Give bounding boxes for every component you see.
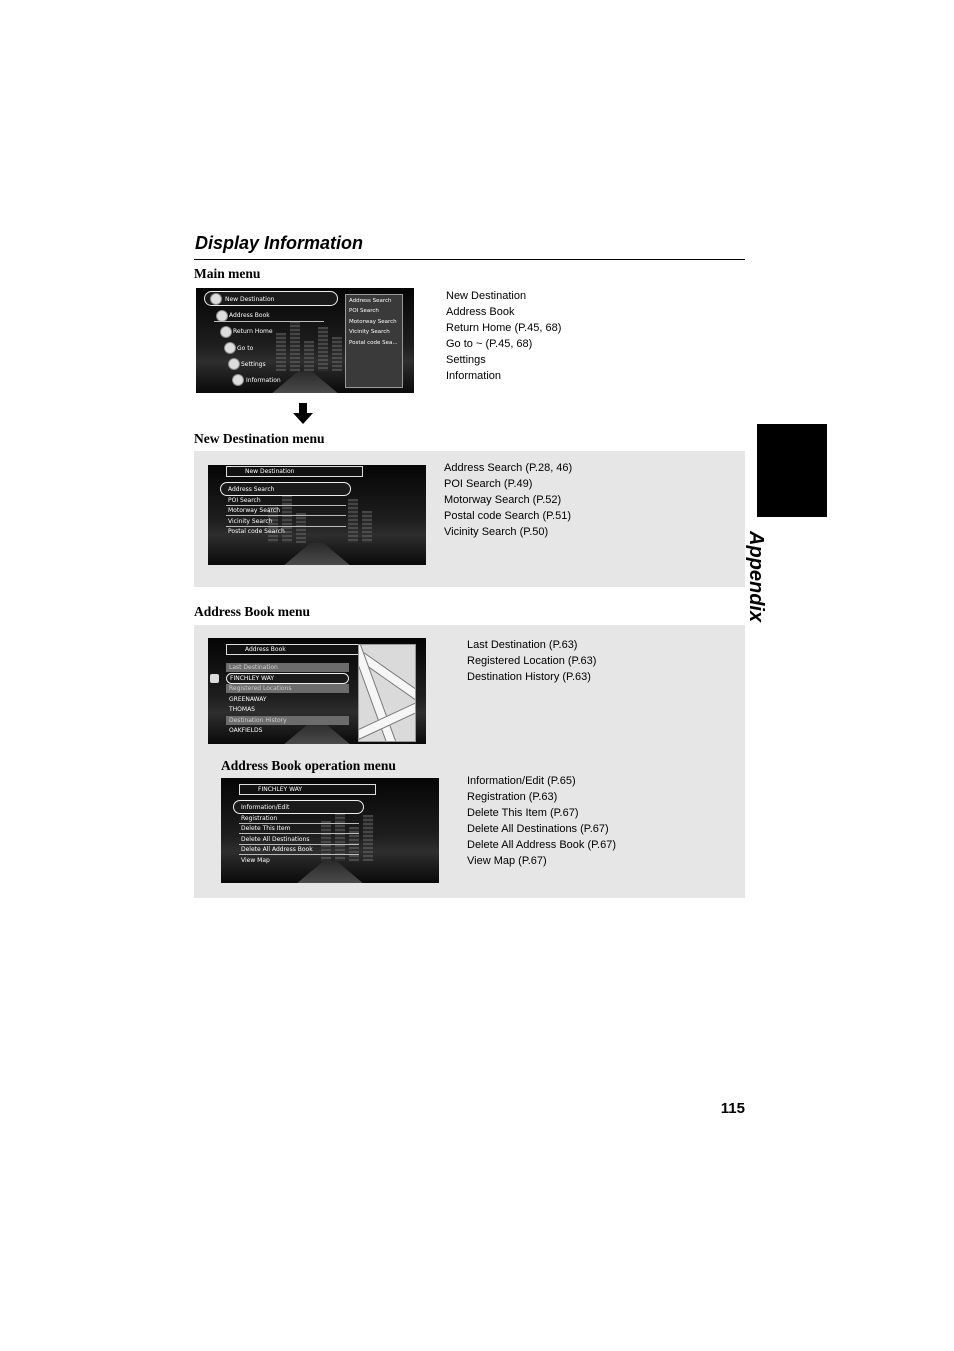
main-item-address-book: Address Book	[229, 312, 270, 319]
submenu-vicinity-search: Vicinity Search	[349, 329, 390, 335]
desc-line: Delete All Address Book (P.67)	[467, 839, 616, 851]
address-book-operation-heading: Address Book operation menu	[221, 758, 396, 773]
home-icon	[220, 326, 232, 338]
submenu-poi-search: POI Search	[349, 308, 379, 314]
map-preview	[358, 644, 416, 742]
submenu-address-search: Address Search	[349, 298, 392, 304]
desc-line: Registration (P.63)	[467, 791, 558, 803]
desc-line: Motorway Search (P.52)	[444, 494, 562, 506]
address-book-screenshot	[208, 638, 426, 744]
abo-item-delete-all-destinations: Delete All Destinations	[241, 836, 310, 843]
nd-header: New Destination	[226, 466, 363, 477]
nd-item-postal-code-search: Postal code Search	[228, 528, 285, 535]
desc-line: Address Book	[446, 306, 515, 318]
main-item-settings: Settings	[241, 361, 266, 368]
abo-item-view-map: View Map	[241, 857, 270, 864]
ab-row-destination-history: Destination History	[226, 716, 349, 725]
desc-line: Go to ~ (P.45, 68)	[446, 338, 533, 350]
ab-row-last-destination: Last Destination	[226, 663, 349, 672]
desc-line: POI Search (P.49)	[444, 478, 533, 490]
desc-line: Return Home (P.45, 68)	[446, 322, 562, 334]
info-icon	[232, 374, 244, 386]
ab-row-oakfields: OAKFIELDS	[229, 727, 263, 734]
main-menu-heading: Main menu	[194, 266, 261, 281]
ab-row-greenaway: GREENAWAY	[229, 696, 267, 703]
main-menu-descriptions	[446, 288, 561, 384]
address-book-operation-screenshot	[221, 778, 439, 883]
desc-line: View Map (P.67)	[467, 855, 547, 867]
desc-line: Last Destination (P.63)	[467, 639, 578, 651]
gear-icon	[228, 358, 240, 370]
new-destination-screenshot	[208, 465, 426, 565]
desc-line: Delete This Item (P.67)	[467, 807, 579, 819]
nd-item-poi-search: POI Search	[228, 497, 261, 504]
main-menu-screenshot	[196, 288, 414, 393]
car-icon	[210, 293, 222, 305]
nd-item-address-search: Address Search	[228, 486, 275, 493]
ab-row-registered-locations: Registered Locations	[226, 684, 349, 693]
address-book-descriptions	[467, 637, 596, 685]
ab-row-finchley-way: FINCHLEY WAY	[226, 673, 349, 684]
new-destination-heading: New Destination menu	[194, 431, 325, 446]
abo-header: FINCHLEY WAY	[239, 784, 376, 795]
flag-icon	[224, 342, 236, 354]
desc-line: Postal code Search (P.51)	[444, 510, 571, 522]
chevron-left-icon	[210, 674, 219, 683]
ab-header: Address Book	[226, 644, 363, 655]
desc-line: Vicinity Search (P.50)	[444, 526, 549, 538]
main-item-go-to: Go to	[237, 345, 254, 352]
main-item-new-destination: New Destination	[225, 296, 275, 303]
main-submenu-panel	[345, 294, 403, 388]
desc-line: Registered Location (P.63)	[467, 655, 597, 667]
desc-line: Information	[446, 370, 502, 382]
desc-line: Address Search (P.28, 46)	[444, 462, 573, 474]
submenu-postal-code-search: Postal code Sea...	[349, 340, 398, 346]
arrow-down-icon	[292, 403, 314, 425]
desc-line: Settings	[446, 354, 486, 366]
appendix-tab-block	[757, 424, 827, 517]
main-item-information: Information	[246, 377, 281, 384]
abo-item-registration: Registration	[241, 815, 278, 822]
submenu-motorway-search: Motorway Search	[349, 319, 397, 325]
abo-item-delete-all-address-book: Delete All Address Book	[241, 846, 313, 853]
page-title: Display Information	[195, 233, 364, 253]
nd-item-vicinity-search: Vicinity Search	[228, 518, 273, 525]
desc-line: Delete All Destinations (P.67)	[467, 823, 609, 835]
new-destination-descriptions	[444, 460, 572, 540]
appendix-side-label: Appendix	[745, 531, 767, 623]
ab-row-thomas: THOMAS	[229, 706, 255, 713]
main-item-return-home: Return Home	[233, 328, 273, 335]
title-rule	[194, 259, 745, 260]
desc-line: New Destination	[446, 290, 527, 302]
desc-line: Information/Edit (P.65)	[467, 775, 576, 787]
desc-line: Destination History (P.63)	[467, 671, 591, 683]
address-book-operation-descriptions	[467, 773, 616, 869]
abo-item-information-edit: Information/Edit	[241, 804, 290, 811]
nd-item-motorway-search: Motorway Search	[228, 507, 280, 514]
address-book-heading: Address Book menu	[194, 604, 311, 619]
abo-item-delete-this-item: Delete This Item	[241, 825, 291, 832]
page-number: 115	[720, 1100, 745, 1117]
